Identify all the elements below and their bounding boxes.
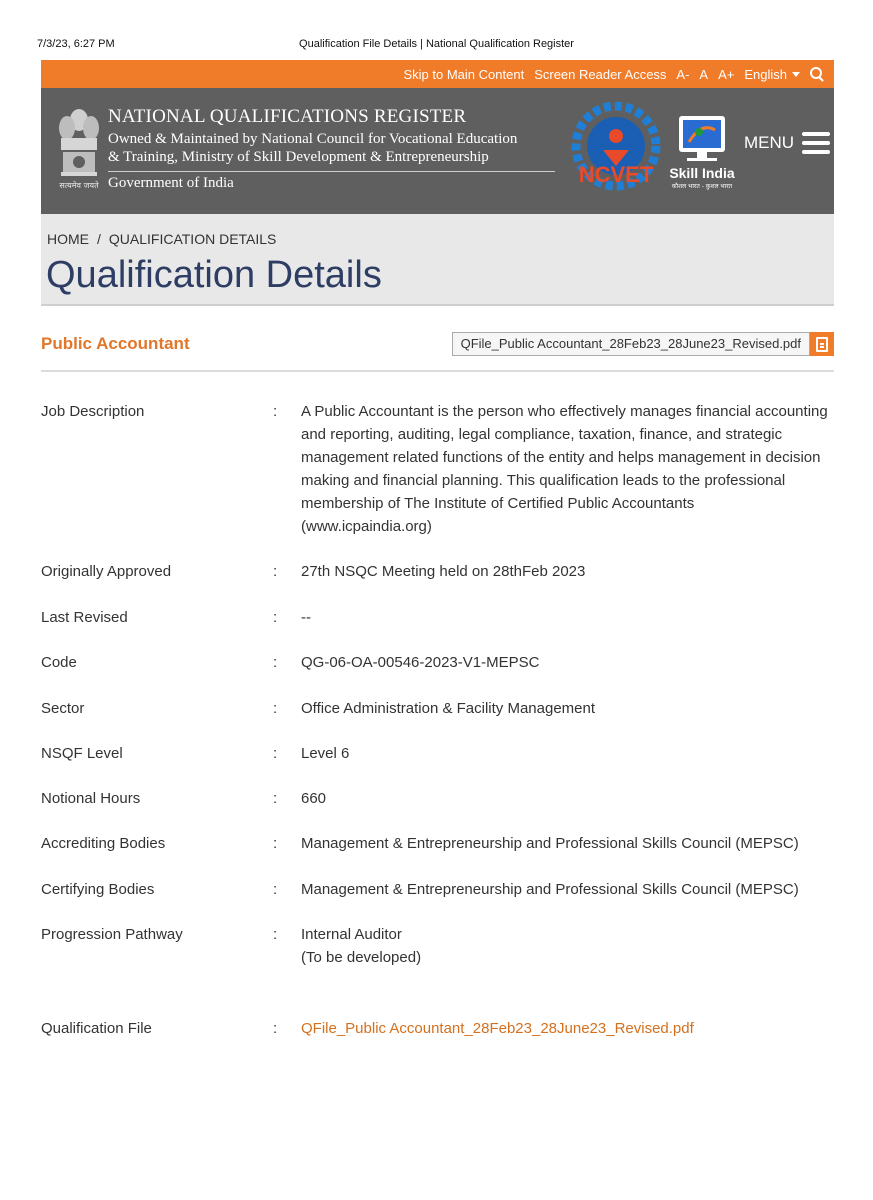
ncvet-logo-text: NCVET xyxy=(578,162,654,187)
site-subtitle xyxy=(108,130,517,166)
detail-label: Job Description xyxy=(41,403,145,420)
detail-row-notional-hours xyxy=(41,787,834,832)
detail-value xyxy=(301,923,834,1017)
detail-colon: : xyxy=(273,835,278,852)
detail-value: 660 xyxy=(301,790,327,807)
font-larger-button[interactable]: A+ xyxy=(718,66,735,82)
progression-pathway-line2: (To be developed) xyxy=(301,949,422,966)
detail-value: Management & Entrepreneurship and Professional Skills Council (MEPSC) xyxy=(301,835,799,852)
detail-colon: : xyxy=(273,403,278,420)
detail-colon: : xyxy=(273,700,278,717)
skill-india-text: Skill India xyxy=(669,165,735,181)
detail-label: Certifying Bodies xyxy=(41,881,155,898)
detail-row-certifying-bodies xyxy=(41,878,834,923)
ncvet-logo[interactable] xyxy=(571,102,665,198)
chevron-down-icon xyxy=(792,72,800,77)
detail-value: QG-06-OA-00546-2023-V1-MEPSC xyxy=(301,654,540,671)
detail-row-last-revised xyxy=(41,606,834,651)
qualification-header xyxy=(41,332,834,372)
site-title[interactable]: NATIONAL QUALIFICATIONS REGISTER xyxy=(108,106,467,127)
detail-colon: : xyxy=(273,654,278,671)
breadcrumb-home-link[interactable]: HOME xyxy=(47,231,89,247)
detail-colon: : xyxy=(273,926,278,943)
print-page-title: Qualification File Details | National Qualification Register xyxy=(299,38,574,50)
progression-pathway-line1: Internal Auditor xyxy=(301,926,402,943)
detail-value: A Public Accountant is the person who effectively manages financial accounting and reporting, auditing, legal compliance, taxation, finance, and strategic management related functions of the entity and helps management in decision making and financial planning. This qualification leads to the professional membership of The Institute of Certified Public Accountants (www.icpaindia.org) xyxy=(301,403,828,535)
skill-india-tagline: कौशल भारत - कुशल भारत xyxy=(671,183,733,190)
detail-value: 27th NSQC Meeting held on 28thFeb 2023 xyxy=(301,563,586,580)
site-banner xyxy=(41,88,834,214)
search-icon[interactable] xyxy=(810,67,824,81)
detail-value: Level 6 xyxy=(301,745,350,762)
menu-label: MENU xyxy=(743,133,794,152)
qualification-file-name[interactable]: QFile_Public Accountant_28Feb23_28June23_Revised.pdf xyxy=(452,332,810,356)
hamburger-icon xyxy=(802,132,830,154)
detail-row-nsqf-level xyxy=(41,742,834,787)
detail-label: Qualification File xyxy=(41,1020,152,1037)
qualification-name: Public Accountant xyxy=(41,334,190,353)
detail-value: -- xyxy=(301,609,311,626)
detail-value: Management & Entrepreneurship and Professional Skills Council (MEPSC) xyxy=(301,881,799,898)
detail-value xyxy=(301,1017,834,1047)
detail-label: NSQF Level xyxy=(41,745,123,762)
detail-row-job-description xyxy=(41,400,834,560)
print-datetime: 7/3/23, 6:27 PM xyxy=(37,38,115,50)
font-smaller-button[interactable]: A- xyxy=(676,66,690,82)
detail-row-qualification-file xyxy=(41,1017,834,1047)
page-title: Qualification Details xyxy=(46,254,382,296)
detail-row-code xyxy=(41,651,834,697)
site-subtitle-line1: Owned & Maintained by National Council for Vocational Education xyxy=(108,131,518,147)
government-label: Government of India xyxy=(108,175,234,191)
skill-india-logo[interactable] xyxy=(663,112,743,192)
qualification-details-list xyxy=(41,400,834,1047)
detail-label: Originally Approved xyxy=(41,563,172,580)
breadcrumb xyxy=(47,231,276,247)
detail-colon: : xyxy=(273,1020,278,1037)
breadcrumb-current: QUALIFICATION DETAILS xyxy=(108,231,277,247)
detail-row-progression-pathway xyxy=(41,923,834,1017)
detail-row-originally-approved xyxy=(41,560,834,606)
emblem-motto: सत्यमेव जयते xyxy=(59,181,99,190)
language-label: English xyxy=(744,66,787,82)
detail-label: Code xyxy=(41,654,77,671)
font-normal-button[interactable]: A xyxy=(699,66,709,82)
banner-divider xyxy=(108,171,555,172)
detail-row-accrediting-bodies xyxy=(41,832,834,878)
detail-colon: : xyxy=(273,790,278,807)
national-emblem-icon xyxy=(51,102,107,194)
detail-label: Progression Pathway xyxy=(41,926,183,943)
detail-colon: : xyxy=(273,881,278,898)
page-title-section xyxy=(41,214,834,306)
menu-button[interactable] xyxy=(744,132,830,154)
detail-label: Notional Hours xyxy=(41,790,141,807)
language-select[interactable] xyxy=(744,67,800,82)
detail-row-sector xyxy=(41,697,834,742)
detail-value: Office Administration & Facility Management xyxy=(301,700,596,717)
detail-colon: : xyxy=(273,745,278,762)
document-icon xyxy=(816,337,828,352)
detail-label: Accrediting Bodies xyxy=(41,835,166,852)
detail-label: Last Revised xyxy=(41,609,128,626)
print-header xyxy=(37,38,836,54)
breadcrumb-separator: / xyxy=(97,231,101,247)
detail-colon: : xyxy=(273,609,278,626)
qualification-file-link[interactable]: QFile_Public Accountant_28Feb23_28June23_Revised.pdf xyxy=(301,1020,694,1037)
detail-colon: : xyxy=(273,563,278,580)
screen-reader-access-link[interactable]: Screen Reader Access xyxy=(534,66,667,82)
site-subtitle-line2: & Training, Ministry of Skill Development & Entrepreneurship xyxy=(108,149,489,165)
qualification-file-download[interactable] xyxy=(452,332,834,356)
skip-to-main-link[interactable]: Skip to Main Content xyxy=(403,66,525,82)
detail-label: Sector xyxy=(41,700,85,717)
download-file-button[interactable] xyxy=(810,332,834,356)
accessibility-topbar xyxy=(41,60,834,88)
